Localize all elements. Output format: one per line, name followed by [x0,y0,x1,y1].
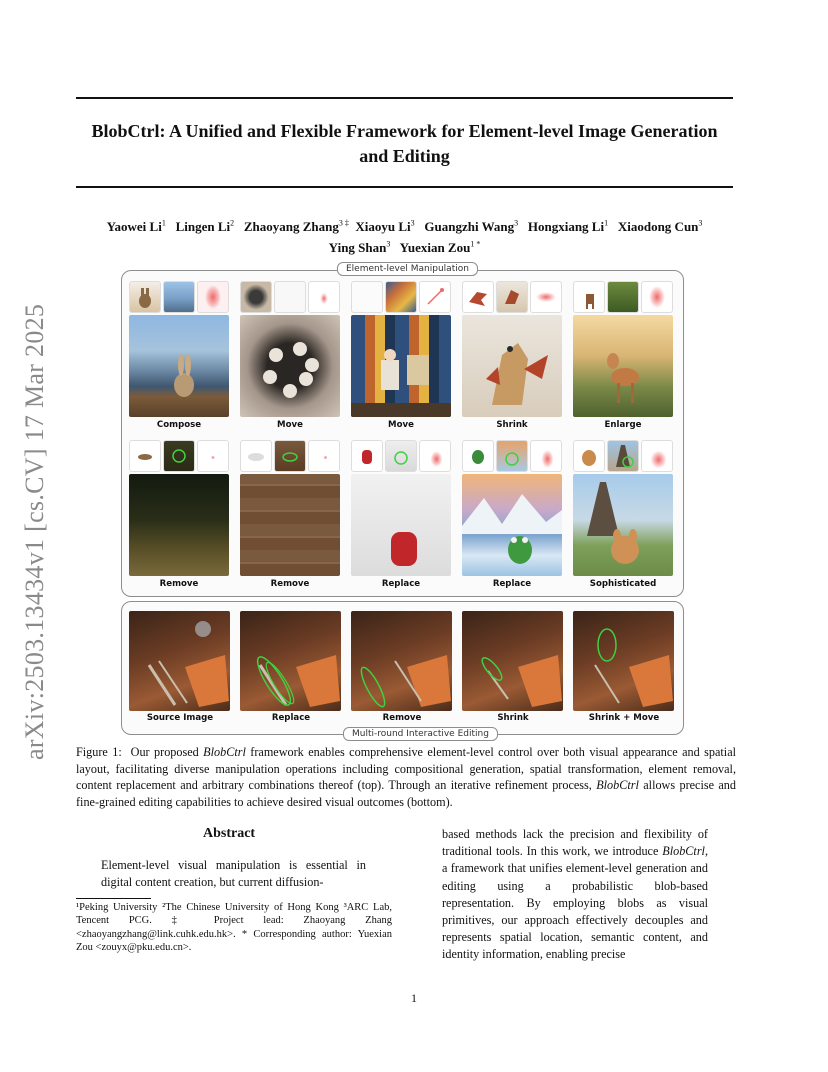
blob-thumbnail [419,281,451,313]
remove-result-image-2 [240,474,340,576]
replace-result-image-1 [351,474,451,576]
element-manipulation-label: Element-level Manipulation [337,262,478,276]
object-thumbnail [274,281,306,313]
abstract-heading: Abstract [203,826,256,841]
caption-remove: Remove [159,579,199,589]
author-list [76,215,733,256]
sophisticated-result-image [573,474,673,576]
author: Xiaodong Cun$^3$ [617,219,703,235]
title-top-rule [76,97,733,99]
replace-step-image [240,611,341,711]
caption-move: Move [388,420,414,430]
rabbit-thumbnail [129,281,161,313]
dragon-thumbnail [462,281,494,313]
table-thumbnail [274,440,306,472]
source-image [129,611,230,711]
page-number: 1 [411,991,417,1005]
remove-result-image-1 [129,474,229,576]
author: Ying Shan$^3$ [328,239,391,255]
blob-thumbnail [197,440,229,472]
author: Yaowei Li$^1$ [106,219,166,235]
footnote-rule [76,898,151,899]
forest-thumbnail [163,440,195,472]
deer-thumbnail [573,281,605,313]
compose-result-image [129,315,229,417]
blob-thumbnail [308,281,340,313]
object-thumbnail [129,440,161,472]
caption-enlarge: Enlarge [604,420,642,430]
caption-shrink: Shrink [497,713,529,723]
blob-thumbnail [530,440,562,472]
arxiv-stamp: arXiv:2503.13434v1 [cs.CV] 17 Mar 2025 [20,303,49,760]
shrink-step-image [462,611,563,711]
remove-step-image [351,611,452,711]
author: Hongxiang Li$^1$ [527,219,609,235]
dragon-scene-thumbnail [496,281,528,313]
blob-thumbnail [641,281,673,313]
field-thumbnail [607,281,639,313]
snow-thumbnail [496,440,528,472]
multi-round-label: Multi-round Interactive Editing [343,727,498,741]
footnote: ¹Peking University ²The Chinese University of Hong Kong ³ARC Lab, Tencent PCG. ‡ Project lead: Zhaoyang Zhang <zhaoyangzhang@link.cuhk.edu.hk>. * Corresponding author: Yuexian Zou <zouyx@pku.edu.cn>. [76,902,392,953]
shrink-move-step-image [573,611,674,711]
caption-sophisticated: Sophisticated [589,579,657,589]
blob-thumbnail [308,440,340,472]
table-thumbnail [240,281,272,313]
caption-remove: Remove [382,713,422,723]
move-result-image-2 [351,315,451,417]
caption-remove: Remove [270,579,310,589]
author: Guangzhi Wang$^3$ [424,219,519,235]
author-line-2 [76,235,733,255]
author: Lingen Li$^2$ [175,219,235,235]
move-result-image-1 [240,315,340,417]
abstract-left-column: Element-level visual manipulation is essential in digital content creation, but current diffusion- [101,858,366,890]
author: Zhaoyang Zhang$^{3 \ddagger}$ [243,219,349,235]
figure-caption: Figure 1: Our proposed BlobCtrl framework enables comprehensive element-level control over both visual appearance and spatial layout, facilitating diverse manipulation operations including compositional generation, spatial transformation, element removal, content replacement and arbitrary combinations thereof (top). Through an iterative refinement process, BlobCtrl allows precise and fine-grained editing capabilities to achieve desired visual outcomes (bottom). [76,745,736,809]
caption-move: Move [277,420,303,430]
author: Xiaoyu Li$^3$ [355,219,415,235]
replace-result-image-2 [462,474,562,576]
blob-thumbnail [197,281,229,313]
caption-compose: Compose [156,420,202,430]
frog-thumbnail [462,440,494,472]
author-line-1 [76,215,733,235]
paintings-thumbnail [385,281,417,313]
plush-thumbnail [351,440,383,472]
caption-replace: Replace [271,713,311,723]
abstract-right-column: based methods lack the precision and flexibility of traditional tools. In this work, we introduce BlobCtrl, a framework that unifies element-level generation and editing using a probabilistic blob-based representation. By employing blobs as visual primitives, our approach effectively decouples and represents spatial location, semantic content, and identity information, enabling precise [442,827,708,962]
blob-thumbnail [419,440,451,472]
cup-thumbnail [240,440,272,472]
dog-thumbnail [573,440,605,472]
paper-title: BlobCtrl: A Unified and Flexible Framework for Element-level Image Generation and Editing [91,121,718,166]
lake-thumbnail [163,281,195,313]
object-thumbnail [351,281,383,313]
enlarge-result-image [573,315,673,417]
caption-shrink-move: Shrink + Move [588,713,660,723]
eiffel-thumbnail [607,440,639,472]
blob-thumbnail [641,440,673,472]
author: Yuexian Zou$^{1 *}$ [399,239,481,255]
caption-shrink: Shrink [496,420,528,430]
caption-replace: Replace [381,579,421,589]
blob-thumbnail [530,281,562,313]
scene-thumbnail [385,440,417,472]
caption-replace: Replace [492,579,532,589]
title-bottom-rule [76,186,733,188]
caption-source-image: Source Image [146,713,214,723]
shrink-result-image [462,315,562,417]
